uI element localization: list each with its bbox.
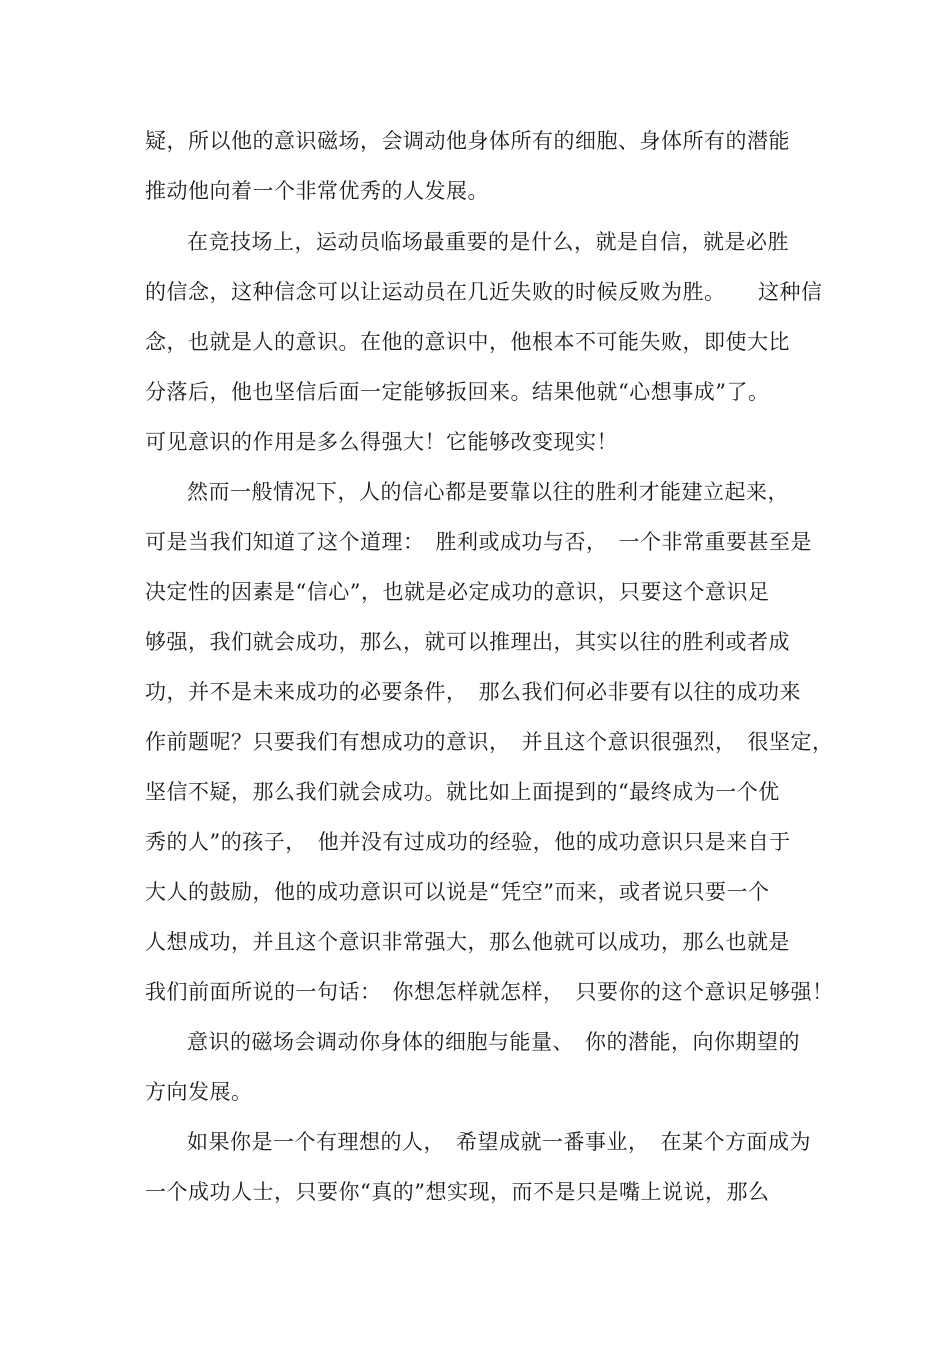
- text-line: 作前题呢？只要我们有想成功的意识， 并且这个意识很强烈， 很坚定，: [145, 730, 834, 754]
- paragraph-start-line: 在竞技场上，运动员临场最重要的是什么，就是自信，就是必胜: [187, 230, 789, 254]
- text-line: 分落后，他也坚信后面一定能够扳回来。结果他就“心想事成”了。: [145, 380, 770, 404]
- text-line: 念，也就是人的意识。在他的意识中，他根本不可能失败，即使大比: [145, 330, 790, 354]
- text-line: 方向发展。: [145, 1080, 253, 1104]
- text-line: 秀的人”的孩子， 他并没有过成功的经验，他的成功意识只是来自于: [145, 830, 791, 854]
- text-line: 可见意识的作用是多么得强大！它能够改变现实！: [145, 430, 618, 454]
- text-line: 功，并不是未来成功的必要条件， 那么我们何必非要有以往的成功来: [145, 680, 801, 704]
- text-line: 坚信不疑，那么我们就会成功。就比如上面提到的“最终成为一个优: [145, 780, 780, 804]
- text-line: 我们前面所说的一句话： 你想怎样就怎样， 只要你的这个意识足够强！: [145, 980, 834, 1004]
- paragraph-start-line: 意识的磁场会调动你身体的细胞与能量、 你的潜能，向你期望的: [187, 1030, 800, 1054]
- text-line: 大人的鼓励，他的成功意识可以说是“凭空”而来，或者说只要一个: [145, 880, 770, 904]
- text-line: 一个成功人士，只要你“真的”想实现，而不是只是嘴上说说，那么: [145, 1180, 770, 1204]
- paragraph-start-line: 如果你是一个有理想的人， 希望成就一番事业， 在某个方面成为: [187, 1130, 811, 1154]
- text-line: 够强，我们就会成功，那么，就可以推理出，其实以往的胜利或者成: [145, 630, 790, 654]
- text-line: 决定性的因素是“信心”，也就是必定成功的意识，只要这个意识足: [145, 580, 770, 604]
- text-line: 的信念，这种信念可以让运动员在几近失败的时候反败为胜。 这种信: [145, 280, 823, 304]
- text-line: 推动他向着一个非常优秀的人发展。: [145, 179, 489, 203]
- paragraph-start-line: 然而一般情况下，人的信心都是要靠以往的胜利才能建立起来，: [187, 480, 789, 504]
- text-line: 人想成功，并且这个意识非常强大，那么他就可以成功，那么也就是: [145, 930, 790, 954]
- text-line: 疑，所以他的意识磁场，会调动他身体所有的细胞、身体所有的潜能: [145, 129, 790, 153]
- text-line: 可是当我们知道了这个道理： 胜利或成功与否， 一个非常重要甚至是: [145, 530, 812, 554]
